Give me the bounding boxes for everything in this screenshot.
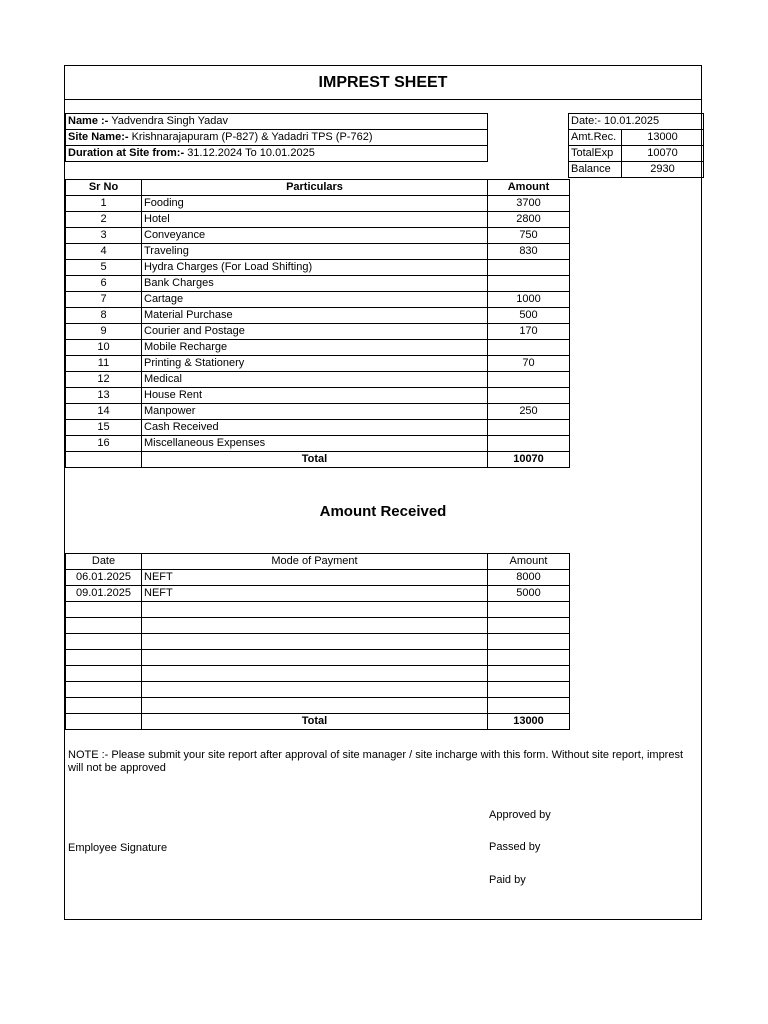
amount-cell: 830 [488, 244, 570, 260]
amount-cell [488, 650, 570, 666]
particular-cell: Cash Received [142, 420, 488, 436]
note-text: NOTE :- Please submit your site report after approval of site manager / site incharge with this form. Without site report, imprest will not be approved [68, 749, 684, 774]
sr-cell: 8 [66, 308, 142, 324]
date-cell [66, 634, 142, 650]
sr-cell: 10 [66, 340, 142, 356]
approved-by-label: Approved by [489, 809, 551, 821]
table-row [66, 634, 570, 650]
amount-cell: 5000 [488, 586, 570, 602]
summary-value: 10070 [622, 146, 704, 162]
table-row [66, 196, 570, 212]
mode-cell [142, 698, 488, 714]
col-header-particulars: Particulars [142, 180, 488, 196]
particular-cell: Hydra Charges (For Load Shifting) [142, 260, 488, 276]
amount-cell [488, 420, 570, 436]
name-label: Name :- [68, 115, 109, 127]
particular-cell: Conveyance [142, 228, 488, 244]
particular-cell: Cartage [142, 292, 488, 308]
sr-cell: 11 [66, 356, 142, 372]
expenses-table [65, 179, 570, 468]
table-row [66, 698, 570, 714]
duration-label: Duration at Site from:- [68, 147, 185, 159]
sr-cell: 4 [66, 244, 142, 260]
amount-cell [488, 372, 570, 388]
mode-cell [142, 602, 488, 618]
particular-cell: Printing & Stationery [142, 356, 488, 372]
passed-by-label: Passed by [489, 841, 541, 853]
sr-cell: 12 [66, 372, 142, 388]
table-row [66, 324, 570, 340]
particular-cell: Miscellaneous Expenses [142, 436, 488, 452]
mode-cell [142, 634, 488, 650]
summary-value: 13000 [622, 130, 704, 146]
date-cell [66, 602, 142, 618]
expenses-total-value: 10070 [488, 452, 570, 468]
table-row [66, 372, 570, 388]
amount-cell [488, 602, 570, 618]
table-row [66, 388, 570, 404]
table-row [66, 356, 570, 372]
sr-cell: 16 [66, 436, 142, 452]
table-row [66, 602, 570, 618]
duration-cell [66, 146, 488, 162]
table-row [66, 570, 570, 586]
amount-cell: 70 [488, 356, 570, 372]
amount-cell [488, 666, 570, 682]
amount-cell: 1000 [488, 292, 570, 308]
mode-cell: NEFT [142, 586, 488, 602]
sr-cell: 6 [66, 276, 142, 292]
amount-received-table [65, 553, 570, 730]
col-header-amount: Amount [488, 554, 570, 570]
date-cell [66, 618, 142, 634]
summary-date: Date:- 10.01.2025 [569, 114, 704, 130]
site-value: Krishnarajapuram (P-827) & Yadadri TPS (P-762) [131, 131, 373, 143]
amount-cell: 500 [488, 308, 570, 324]
table-row [66, 228, 570, 244]
sheet-title: IMPREST SHEET [318, 74, 448, 91]
site-cell [66, 130, 488, 146]
date-cell: 09.01.2025 [66, 586, 142, 602]
date-cell [66, 682, 142, 698]
date-cell [66, 698, 142, 714]
summary-label: TotalExp [569, 146, 622, 162]
col-header-mode: Mode of Payment [142, 554, 488, 570]
mode-cell: NEFT [142, 570, 488, 586]
table-row [66, 340, 570, 356]
date-cell: 06.01.2025 [66, 570, 142, 586]
sr-cell: 15 [66, 420, 142, 436]
received-total-value: 13000 [488, 714, 570, 730]
amount-cell [488, 388, 570, 404]
mode-cell [142, 682, 488, 698]
amount-cell [488, 436, 570, 452]
table-row [66, 618, 570, 634]
particular-cell: Material Purchase [142, 308, 488, 324]
table-row [66, 404, 570, 420]
col-header-amount: Amount [488, 180, 570, 196]
sr-cell: 14 [66, 404, 142, 420]
particular-cell: Traveling [142, 244, 488, 260]
sr-cell: 7 [66, 292, 142, 308]
amount-cell [488, 682, 570, 698]
duration-value: 31.12.2024 To 10.01.2025 [187, 147, 315, 159]
table-row [66, 244, 570, 260]
amount-cell [488, 276, 570, 292]
sr-cell: 5 [66, 260, 142, 276]
table-row [66, 212, 570, 228]
sr-cell: 3 [66, 228, 142, 244]
imprest-sheet [64, 65, 702, 920]
received-total-row [66, 714, 570, 730]
expenses-total-label: Total [142, 452, 488, 468]
table-row [66, 276, 570, 292]
amount-cell: 170 [488, 324, 570, 340]
table-row [66, 436, 570, 452]
mode-cell [142, 666, 488, 682]
mode-cell [142, 650, 488, 666]
col-header-srno: Sr No [66, 180, 142, 196]
table-row [66, 260, 570, 276]
particular-cell: House Rent [142, 388, 488, 404]
table-row [66, 420, 570, 436]
employee-info-table [65, 113, 488, 162]
amount-cell [488, 618, 570, 634]
particular-cell: Courier and Postage [142, 324, 488, 340]
title-divider [65, 99, 701, 100]
summary-label: Amt.Rec. [569, 130, 622, 146]
particular-cell: Medical [142, 372, 488, 388]
name-cell [66, 114, 488, 130]
table-row [66, 650, 570, 666]
table-row [66, 682, 570, 698]
mode-cell [142, 618, 488, 634]
particular-cell: Mobile Recharge [142, 340, 488, 356]
sr-cell: 9 [66, 324, 142, 340]
received-total-label: Total [142, 714, 488, 730]
col-header-date: Date [66, 554, 142, 570]
amount-cell: 2800 [488, 212, 570, 228]
sr-cell: 2 [66, 212, 142, 228]
amount-received-title: Amount Received [319, 503, 447, 520]
paid-by-label: Paid by [489, 874, 526, 886]
particular-cell: Fooding [142, 196, 488, 212]
expenses-header-row [66, 180, 570, 196]
amount-cell [488, 634, 570, 650]
amount-cell: 8000 [488, 570, 570, 586]
summary-table [568, 113, 704, 178]
date-cell [66, 650, 142, 666]
amount-cell: 3700 [488, 196, 570, 212]
particular-cell: Manpower [142, 404, 488, 420]
amount-cell [488, 340, 570, 356]
name-value: Yadvendra Singh Yadav [111, 115, 229, 127]
summary-label: Balance [569, 162, 622, 178]
site-label: Site Name:- [68, 131, 129, 143]
particular-cell: Hotel [142, 212, 488, 228]
sr-cell: 13 [66, 388, 142, 404]
date-cell [66, 666, 142, 682]
amount-cell: 750 [488, 228, 570, 244]
expenses-total-row [66, 452, 570, 468]
amount-cell [488, 698, 570, 714]
employee-signature-label: Employee Signature [68, 842, 168, 854]
particular-cell: Bank Charges [142, 276, 488, 292]
amount-cell: 250 [488, 404, 570, 420]
table-row [66, 666, 570, 682]
summary-value: 2930 [622, 162, 704, 178]
received-header-row [66, 554, 570, 570]
amount-cell [488, 260, 570, 276]
table-row [66, 586, 570, 602]
sr-cell: 1 [66, 196, 142, 212]
total-blank-cell [66, 714, 142, 730]
table-row [66, 292, 570, 308]
table-row [66, 308, 570, 324]
total-blank-cell [66, 452, 142, 468]
